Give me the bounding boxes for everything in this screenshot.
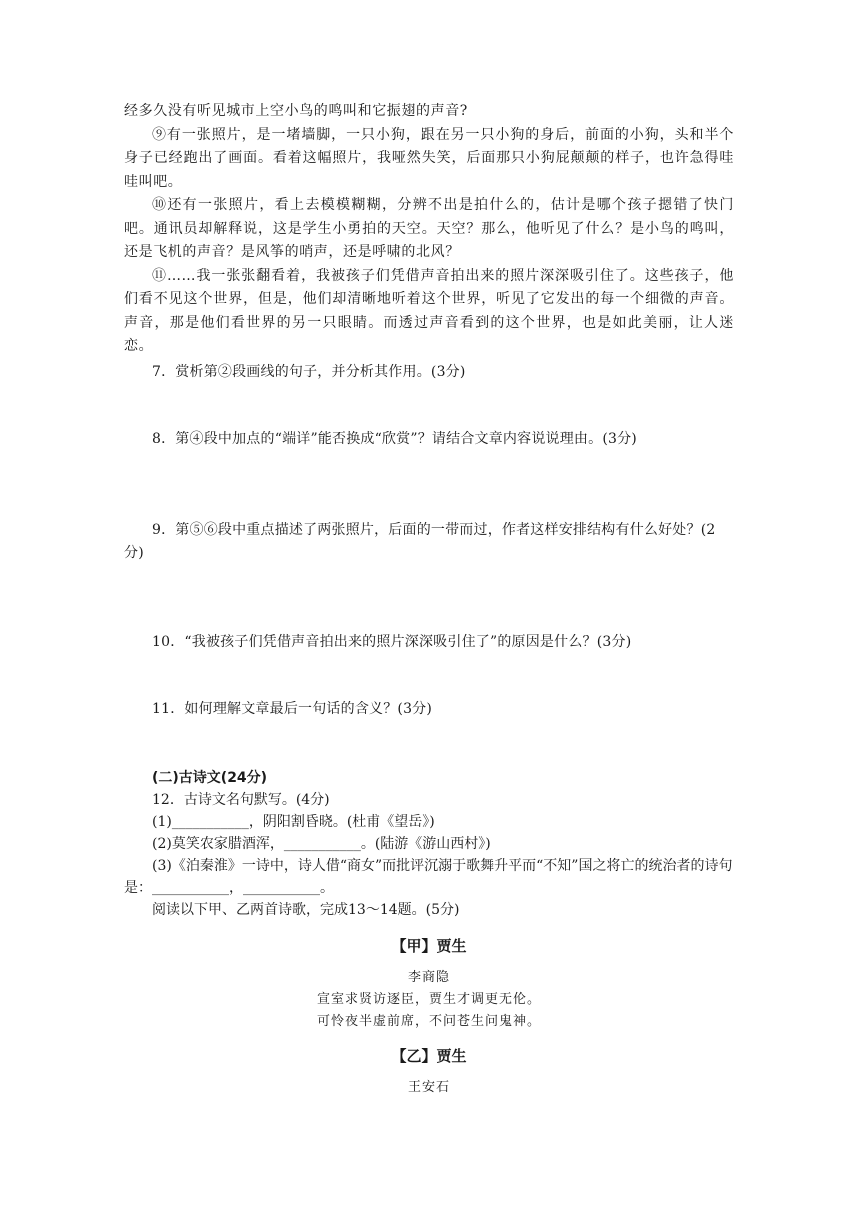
question-11: 11．如何理解文章最后一句话的含义？(3分) (152, 700, 433, 717)
question-7: 7．赏析第②段画线的句子，并分析其作用。(3分) (152, 363, 466, 380)
question-9: 9．第⑤⑥段中重点描述了两张照片，后面的一带而过，作者这样安排结构有什么好处？(2分) (124, 521, 716, 561)
fill-blank-2: (2)莫笑农家腊酒浑，___________。(陆游《游山西村》) (152, 835, 491, 852)
fill-blank-1: (1)___________，阴阳割昏晓。(杜甫《望岳》) (152, 813, 435, 830)
answer-space-7 (124, 384, 734, 428)
paragraph-11: ⑪……我一张张翻看着，我被孩子们凭借声音拍出来的照片深深吸引住了。这些孩子，他们看不见这个世界，但是，他们却清晰地听着这个世界，听见了它发出的每一个细微的声音。声音，那是他们看世界的另一只眼睛。而透过声音看到的这个世界，也是如此美丽，让人迷恋。 (124, 267, 734, 354)
question-12: 12．古诗文名句默写。(4分) (152, 791, 330, 808)
poem-a-line-1: 宣室求贤访逐臣，贾生才调更无伦。 (316, 991, 541, 1007)
fill-blank-3: (3)《泊秦淮》一诗中，诗人借“商女”而批评沉溺于歌舞升平而“不知”国之将亡的统治者的诗句是：___________，___________。 (124, 857, 733, 896)
exam-page (124, 100, 734, 1099)
question-10: 10．“我被孩子们凭借声音拍出来的照片深深吸引住了”的原因是什么？(3分) (152, 633, 632, 650)
section-title-classical: (二)古诗文(24分) (152, 769, 268, 786)
question-8: 8．第④段中加点的“端详”能否换成“欣赏”？请结合文章内容说说理由。(3分) (152, 430, 637, 447)
paragraph-10: ⑩还有一张照片，看上去模模糊糊，分辨不出是拍什么的，估计是哪个孩子摁错了快门吧。通讯员却解释说，这是学生小勇拍的天空。天空？那么，他听见了什么？是小鸟的鸣叫，还是飞机的声音？是风筝的哨声，还是呼啸的北风？ (124, 197, 734, 260)
reading-instructions: 阅读以下甲、乙两首诗歌，完成13～14题。(5分) (152, 901, 460, 918)
answer-space-9 (124, 565, 734, 631)
answer-space-8 (124, 451, 734, 519)
poem-b-author: 王安石 (407, 1079, 450, 1095)
answer-space-11 (124, 721, 734, 767)
poem-b-title: 【乙】贾生 (391, 1046, 467, 1065)
poem-a-title: 【甲】贾生 (391, 936, 467, 955)
poem-a-line-2: 可怜夜半虚前席，不问苍生问鬼神。 (316, 1013, 541, 1029)
paragraph-continued: 经多久没有听见城市上空小鸟的鸣叫和它振翅的声音? (124, 103, 468, 119)
poem-a-author: 李商隐 (407, 969, 450, 985)
paragraph-9: ⑨有一张照片，是一堵墙脚，一只小狗，跟在另一只小狗的身后，前面的小狗，头和半个身子已经跑出了画面。看着这幅照片，我哑然失笑，后面那只小狗屁颠颠的样子，也许急得哇哇叫吧。 (124, 126, 734, 190)
answer-space-10 (124, 654, 734, 698)
